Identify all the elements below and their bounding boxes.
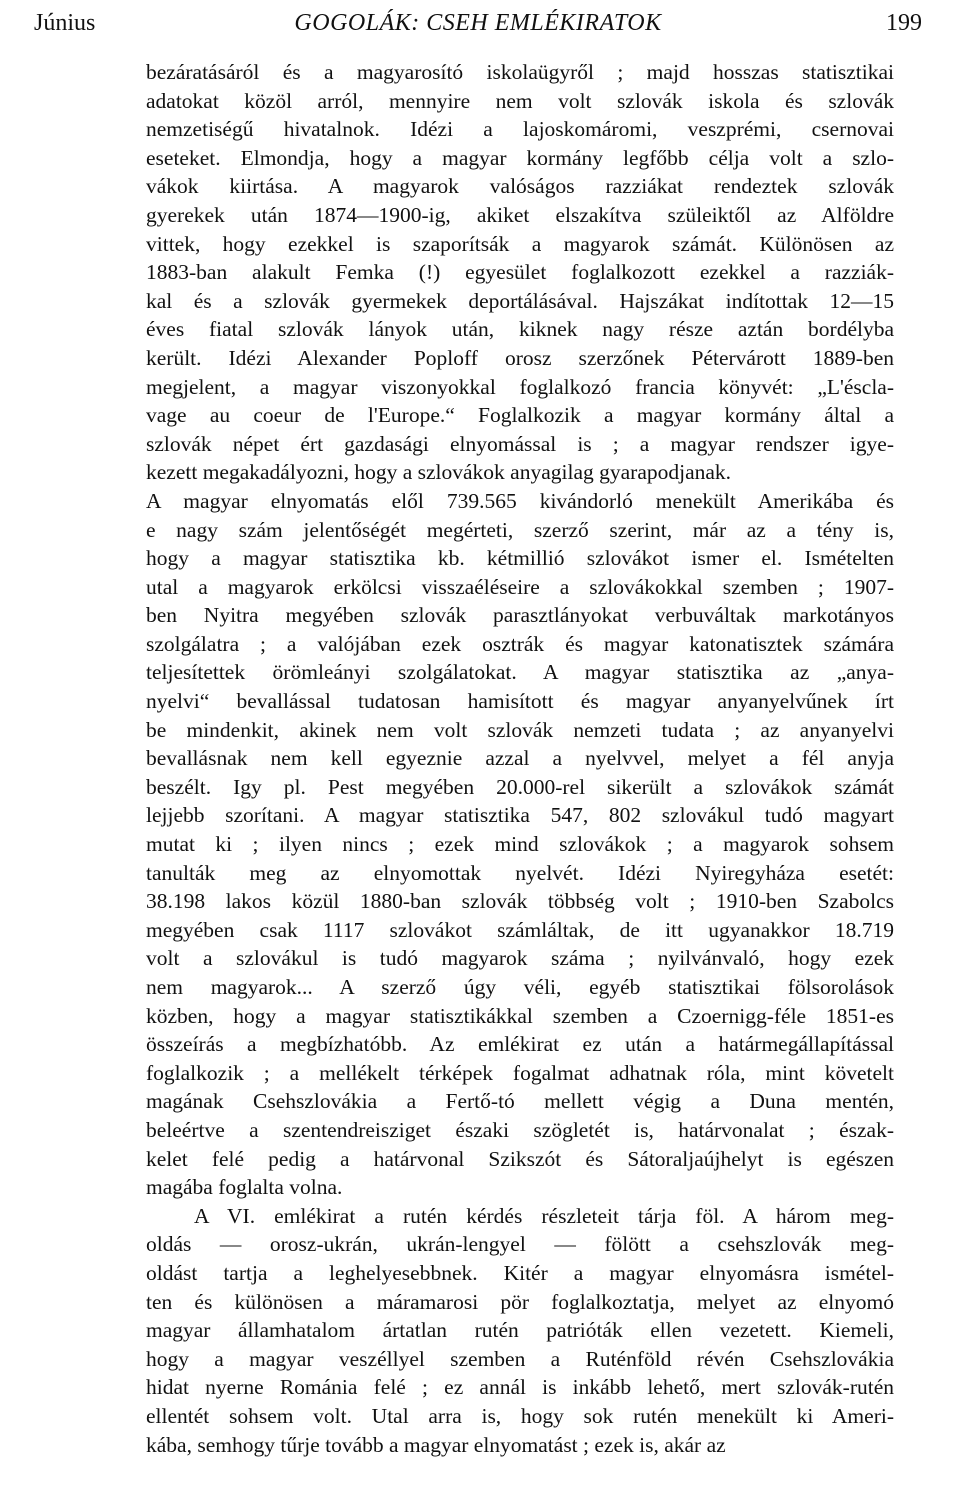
text-line: tanulták meg az elnyomottak nyelvét. Idézi Nyiregyháza esetét: [146,860,894,885]
text-line: vage au coeur de l'Europe.“ Foglalkozik a magyar kormány által a [146,403,894,428]
text-line: szlovák népet ért gazdasági elnyomással is ; a magyar rendszer igye- [146,431,894,456]
text-line: lejjebb szorítani. A magyar statisztika 547, 802 szlovákul tudó magyart [146,803,894,828]
text-line: be mindenkit, akinek nem volt szlovák nemzeti tudata ; az anyanyelvi [146,717,894,742]
text-line: került. Idézi Alexander Poploff orosz szerzőnek Pétervárott 1889-ben [146,345,894,370]
text-line: oldást tartja a leghelyesebbnek. Kitér a magyar elnyomásra ismétel- [146,1260,894,1285]
text-line: utal a magyarok erkölcsi visszaéléseire a szlovákokkal szemben ; 1907- [146,574,894,599]
header-title: GOGOLÁK: CSEH EMLÉKIRATOK [294,10,662,36]
text-line: összeírás a megbízhatóbb. Az emlékirat ez után a határmegállapítással [146,1032,894,1057]
text-line: kezett megakadályozni, hogy a szlovákok anyagilag gyarapodjanak. [146,460,732,485]
text-line: teljesítettek örömleányi szolgálatokat. A magyar statisztika az „anya- [146,660,894,685]
page-number: 199 [886,10,922,36]
text-line: ellentét sohsem volt. Utal arra is, hogy sok rutén menekült ki Ameri- [146,1403,894,1428]
text-line: nem magyarok... A szerző úgy véli, egyéb statisztikai fölsorolások [146,975,894,999]
text-line: A magyar elnyomatás elől 739.565 kivándorló menekült Amerikába és [146,488,894,513]
text-line: vákok kiirtása. A magyarok valóságos razziákat rendeztek szlovák [146,174,894,199]
running-header [34,6,922,40]
text-line: kal és a szlovák gyermekek deportálásával. Hajszákat indítottak 12—15 [146,288,894,313]
text-line: kába, semhogy tűrje tovább a magyar elnyomatást ; ezek is, akár az [146,1432,726,1457]
text-line: hogy a magyar statisztika kb. kétmillió szlovákot ismer el. Ismételten [146,546,894,571]
text-line: gyerekek után 1874—1900-ig, akiket elszakítva szüleiktől az Alföldre [146,202,894,227]
text-line: 38.198 lakos közül 1880-ban szlovák többség volt ; 1910-ben Szabolcs [146,889,894,914]
text-line: adatokat közöl arról, mennyire nem volt szlovák iskola és szlovák [146,88,894,113]
text-line: hogy a magyar veszéllyel szemben a Ruténföld révén Csehszlovákia [146,1346,894,1371]
text-line: nemzetiségű hivatalnok. Idézi a lajoskomáromi, veszprémi, csernovai [146,117,894,142]
text-line: közben, hogy a magyar statisztikákkal szemben a Czoernigg-féle 1851-es [146,1003,894,1028]
text-line: A VI. emlékirat a rutén kérdés részleteit tárja föl. A három meg- [194,1203,894,1228]
text-line: foglalkozik ; a mellékelt térképek fogalmat adhatnak róla, mint követelt [146,1060,894,1085]
text-line: bezáratásáról és a magyarosító iskolaügyről ; majd hosszas statisztikai [146,60,894,84]
text-line: magyar államhatalom ártatlan rutén patrióták ellen vezetett. Kiemeli, [146,1318,894,1343]
text-line: e nagy szám jelentőségét megérteti, szerző szerint, már az a tény is, [146,517,894,542]
text-line: magának Csehszlovákia a Fertő-tó mellett végig a Duna mentén, [146,1089,894,1114]
text-line: bevallásnak nem kell egyeznie azzal a nyelvvel, melyet a fél anyja [146,746,894,771]
text-line: ben Nyitra megyében szlovák parasztlányokat verbuváltak markotányos [146,603,894,628]
text-line: ten és különösen a máramarosi pör foglalkoztatja, melyet az elnyomó [146,1289,894,1314]
text-line: megyében csak 1117 szlovákot számláltak, de itt ugyanakkor 18.719 [146,917,894,942]
text-line: mutat ki ; ilyen nincs ; ezek mind szlovákok ; a magyarok sohsem [146,832,894,857]
text-line: volt a szlovákul is tudó magyarok száma ; nyilvánvaló, hogy ezek [146,946,894,971]
text-line: kelet felé pedig a határvonal Szikszót és Sátoraljaújhelyt is egészen [146,1146,894,1171]
text-line: vittek, hogy ezekkel is szaporítsák a magyarok számát. Különösen az [146,231,894,256]
text-line: magába foglalta volna. [146,1175,343,1200]
text-line: hidat nyerne Románia felé ; ez annál is inkább lehető, mert szlovák-rutén [146,1375,894,1400]
text-line: beleértve a szentendreisziget északi szögletét is, határvonalat ; észak- [146,1117,894,1142]
text-line: oldás — orosz-ukrán, ukrán-lengyel — fölött a csehszlovák meg- [146,1232,894,1257]
header-month: Június [34,10,96,36]
text-line: megjelent, a magyar viszonyokkal foglalkozó francia könyvét: „L'éscla- [146,374,894,399]
text-line: szolgálatra ; a valójában ezek osztrák és magyar katonatisztek számára [146,631,894,656]
text-line: nyelvi“ bevallással tudatosan hamisított és magyar anyanyelvűnek írt [146,689,894,714]
body-text [146,58,894,1459]
text-line: éves fiatal szlovák lányok után, kiknek nagy része aztán bordélyba [146,317,894,342]
text-line: beszélt. Igy pl. Pest megyében 20.000-rel sikerült a szlovákok számát [146,774,894,799]
text-line: eseteket. Elmondja, hogy a magyar kormány legfőbb célja volt a szlo- [146,145,894,170]
text-line: 1883-ban alakult Femka (!) egyesület foglalkozott ezekkel a razziák- [146,260,894,285]
